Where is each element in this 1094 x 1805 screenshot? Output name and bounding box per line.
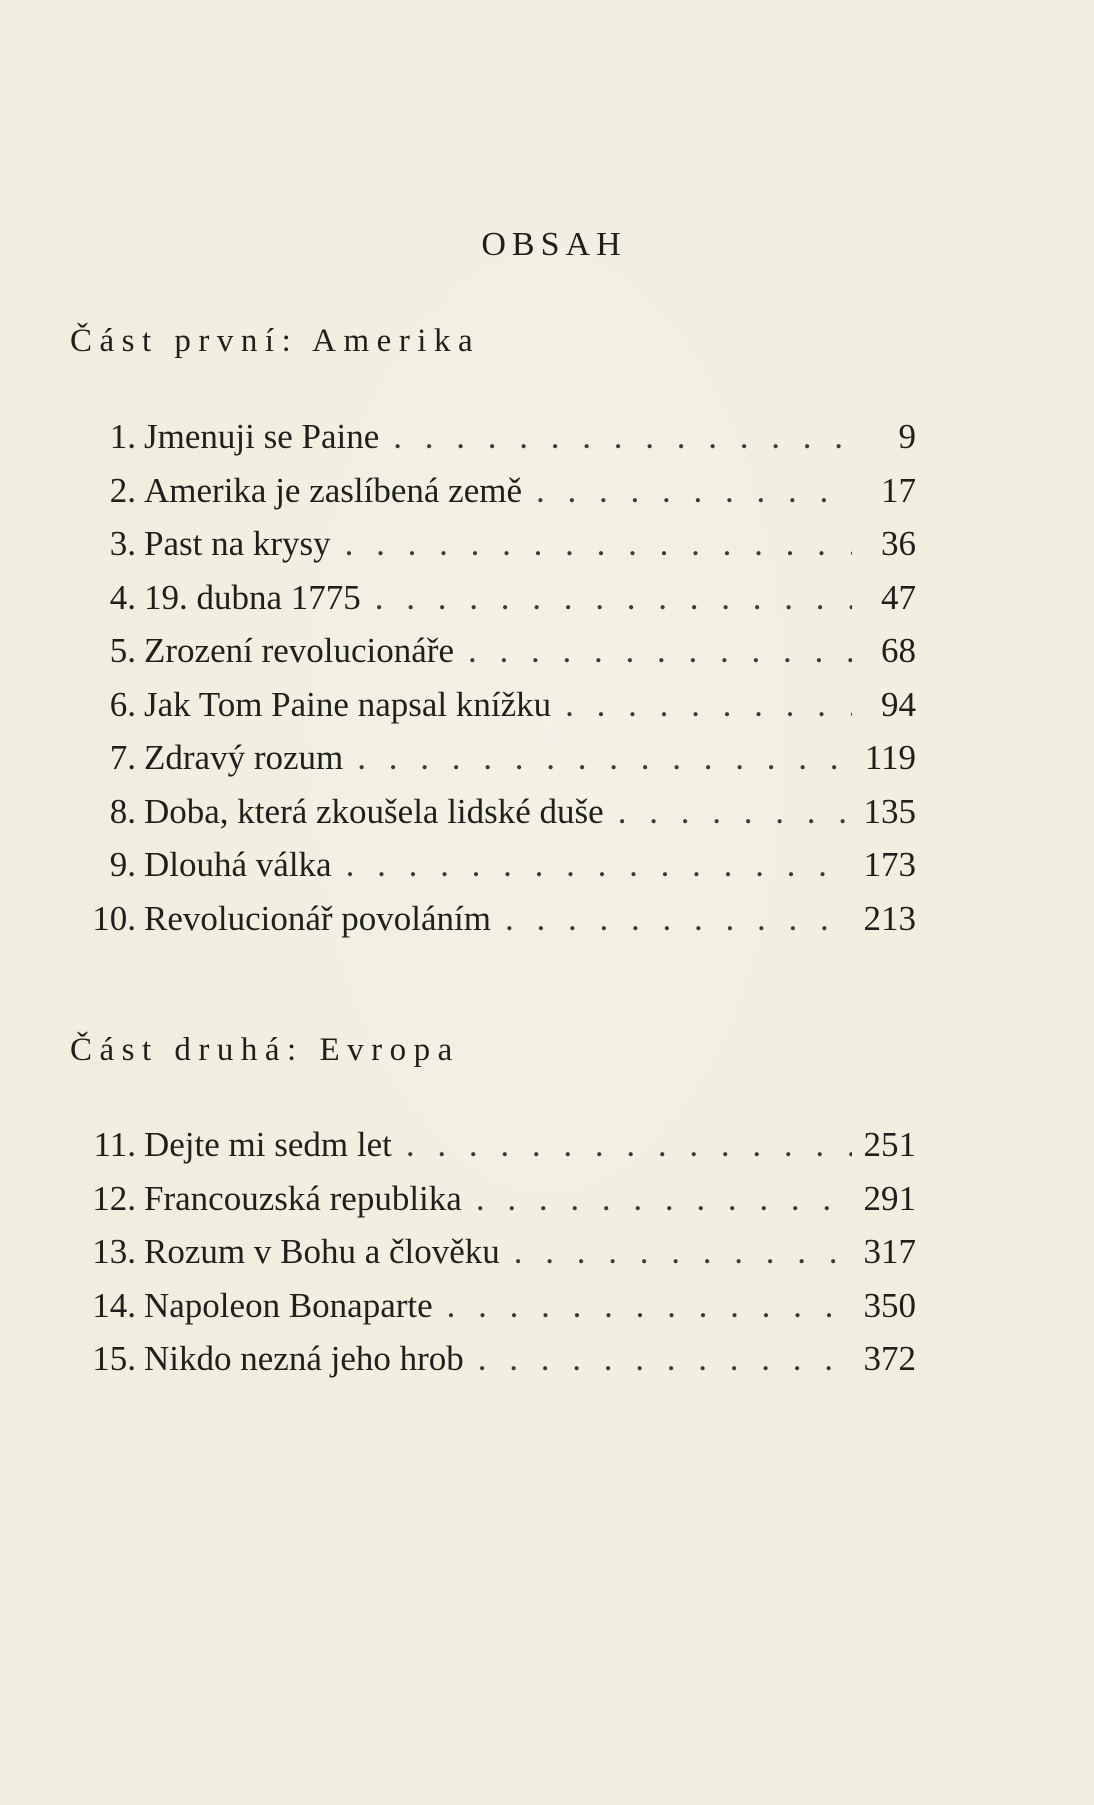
dot-leader (447, 1279, 852, 1333)
dot-leader (346, 838, 852, 892)
chapter-title: Dlouhá válka (144, 845, 332, 884)
page-number: 372 (863, 1339, 916, 1378)
chapter-title: Napoleon Bonaparte (144, 1285, 433, 1325)
toc-entry (70, 517, 916, 571)
chapter-number: 11. (93, 1125, 136, 1164)
toc-entry (70, 1332, 916, 1386)
chapter-number: 1. (109, 417, 136, 456)
chapter-title: Past na krysy (144, 524, 331, 563)
dot-leader (565, 678, 852, 732)
toc-entry (70, 1172, 916, 1226)
dot-leader (536, 464, 852, 518)
chapter-title: Amerika je zaslíbená země (144, 470, 522, 510)
page-number: 9 (898, 417, 916, 456)
page-number: 317 (863, 1232, 916, 1271)
toc-entry (70, 731, 916, 785)
chapter-number: 7. (109, 738, 136, 777)
page-number: 68 (881, 631, 916, 670)
chapter-number: 10. (92, 898, 136, 938)
dot-leader (357, 731, 852, 785)
part-heading-1: Část první: Amerika (70, 323, 481, 359)
page-number: 94 (881, 684, 916, 724)
toc-entry (70, 892, 916, 946)
chapter-title: Revolucionář povoláním (144, 898, 492, 938)
toc-entry (70, 785, 916, 839)
chapter-number: 14. (92, 1285, 136, 1325)
chapter-title: Jmenuji se Paine (144, 417, 380, 456)
toc-entry (70, 464, 916, 518)
page-number: 47 (881, 577, 916, 617)
toc-entry (70, 1118, 916, 1172)
chapter-number: 5. (109, 631, 136, 670)
dot-leader (478, 1332, 852, 1386)
toc-entry (70, 571, 916, 625)
toc-list-part-1 (70, 410, 916, 945)
chapter-title: Nikdo nezná jeho hrob (144, 1339, 464, 1378)
page-number: 213 (863, 898, 916, 938)
toc-entry (70, 1279, 916, 1333)
page-number: 135 (863, 791, 916, 831)
page-number: 119 (864, 738, 916, 777)
chapter-number: 4. (109, 577, 136, 617)
chapter-title: Doba, která zkoušela lidské duše (144, 791, 604, 831)
dot-leader (393, 410, 852, 464)
chapter-number: 2. (109, 470, 136, 510)
toc-entry (70, 678, 916, 732)
page-title: OBSAH (481, 226, 627, 263)
page-number: 36 (881, 524, 916, 563)
dot-leader (505, 892, 852, 946)
chapter-title: Zrození revolucionáře (144, 631, 454, 670)
chapter-title: Zdravý rozum (144, 738, 344, 777)
page-number: 350 (863, 1285, 916, 1325)
page-number: 17 (881, 470, 916, 510)
chapter-number: 3. (109, 524, 136, 563)
dot-leader (618, 785, 852, 839)
toc-entry (70, 410, 916, 464)
page-number: 173 (863, 845, 916, 884)
chapter-title: Dejte mi sedm let (144, 1125, 392, 1164)
dot-leader (514, 1225, 852, 1279)
dot-leader (476, 1172, 852, 1226)
chapter-number: 8. (109, 791, 136, 831)
chapter-number: 12. (92, 1178, 136, 1218)
chapter-number: 13. (92, 1232, 136, 1271)
dot-leader (406, 1118, 852, 1172)
toc-entry (70, 624, 916, 678)
dot-leader (468, 624, 852, 678)
chapter-number: 6. (109, 684, 136, 724)
chapter-number: 9. (109, 845, 136, 884)
part-heading-2: Část druhá: Evropa (70, 1032, 460, 1068)
toc-list-part-2 (70, 1118, 916, 1386)
toc-entry (70, 1225, 916, 1279)
chapter-title: Francouzská republika (144, 1178, 462, 1218)
chapter-title: Jak Tom Paine napsal knížku (144, 684, 552, 724)
dot-leader (345, 517, 852, 571)
dot-leader (375, 571, 852, 625)
page-number: 291 (863, 1178, 916, 1218)
toc-entry (70, 838, 916, 892)
chapter-title: 19. dubna 1775 (144, 577, 361, 617)
chapter-title: Rozum v Bohu a člověku (144, 1232, 500, 1271)
page-number: 251 (863, 1125, 916, 1164)
chapter-number: 15. (92, 1339, 136, 1378)
